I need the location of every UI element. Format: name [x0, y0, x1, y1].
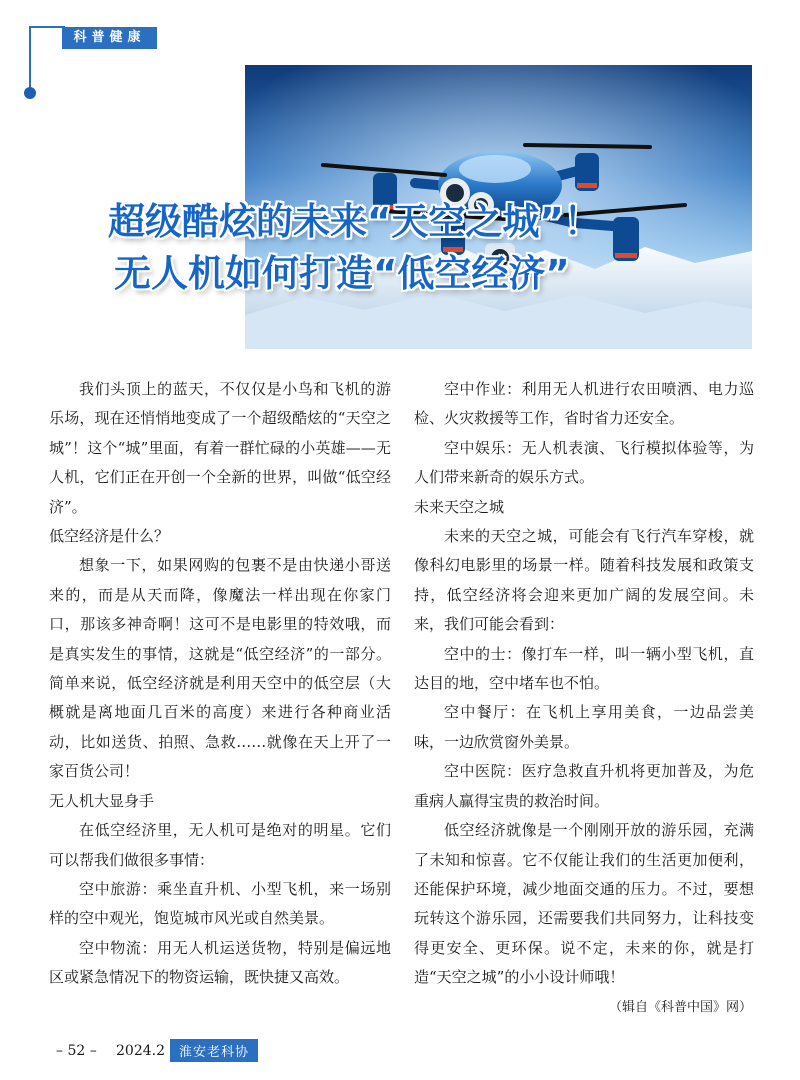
subheading: 未来天空之城: [414, 497, 505, 516]
paragraph: [414, 816, 754, 1015]
paragraph: 空中的士：像打车一样，叫一辆小型飞机，直达目的地，空中堵车也不怕。: [414, 644, 754, 693]
source-credit: （辑自《科普中国》网）: [608, 999, 752, 1015]
article-column-right: [414, 375, 754, 1022]
headline-line-1: 超级酷炫的未来“天空之城”！: [108, 200, 601, 243]
paragraph: 空中物流：用无人机运送货物，特别是偏远地区或紧急情况下的物资运输，既快捷又高效。: [49, 938, 391, 987]
paragraph: 空中餐厅：在飞机上享用美食，一边品尝美味，一边欣赏窗外美景。: [414, 703, 754, 751]
headline-line-2: 无人机如何打造“低空经济”: [114, 252, 570, 295]
paragraph: 空中作业：利用无人机进行农田喷洒、电力巡检、火灾救援等工作，省时省力还安全。: [414, 380, 754, 428]
header-rule-horizontal: [29, 26, 65, 28]
paragraph: 空中旅游：乘坐直升机、小型飞机，来一场别样的空中观光，饱览城市风光或自然美景。: [49, 879, 391, 928]
page-number: – 52 –: [56, 1042, 97, 1059]
article-headline: [108, 196, 748, 300]
header-rule-vertical: [29, 26, 31, 92]
paragraph: 未来的天空之城，可能会有飞行汽车穿梭，就像科幻电影里的场景一样。随着科技发展和政策支持，低空经济将会迎来更加广阔的发展空间。未来，我们可能会看到：: [414, 527, 754, 634]
paragraph: 空中医院：医疗急救直升机将更加普及，为危重病人赢得宝贵的救治时间。: [414, 762, 754, 810]
header-dot-icon: [24, 87, 36, 99]
subheading: 低空经济是什么？: [49, 527, 170, 546]
subheading: 无人机大显身手: [49, 791, 155, 810]
paragraph: 我们头顶上的蓝天，不仅仅是小鸟和飞机的游乐场，现在还悄悄地变成了一个超级酷炫的“天空之城”！这个“城”里面，有着一群忙碌的小英雄——无人机，它们正在开创一个全新的世界，叫做“低空经济”。: [49, 380, 391, 516]
paragraph-text: 低空经济就像是一个刚刚开放的游乐园，充满了未知和惊喜。它不仅能让我们的生活更加便利，还能保护环境，减少地面交通的压力。不过，要想玩转这个游乐园，还需要我们共同努力，让科技变得更安全、更环保。说不定，未来的你，就是打造“天空之城”的小小设计师哦！: [414, 821, 754, 987]
publication-brand: 淮安老科协: [170, 1039, 258, 1062]
page-footer: [56, 1039, 258, 1062]
article-column-left: [49, 375, 391, 993]
section-tag: 科普健康: [62, 27, 157, 49]
paragraph: 想象一下，如果网购的包裹不是由快递小哥送来的，而是从天而降，像魔法一样出现在你家门口，那该多神奇啊！这可不是电影里的特效哦，而是真实发生的事情，这就是“低空经济”的一部分。简单来说，低空经济就是利用天空中的低空层（大概就是离地面几百米的高度）来进行各种商业活动，比如送货、拍照、急救……就像在天上开了一家百货公司！: [49, 556, 391, 781]
paragraph: 在低空经济里，无人机可是绝对的明星。它们可以帮我们做很多事情：: [49, 821, 391, 869]
paragraph: 空中娱乐：无人机表演、飞行模拟体验等，为人们带来新奇的娱乐方式。: [414, 438, 754, 487]
issue-number: 2024.2: [116, 1042, 165, 1059]
